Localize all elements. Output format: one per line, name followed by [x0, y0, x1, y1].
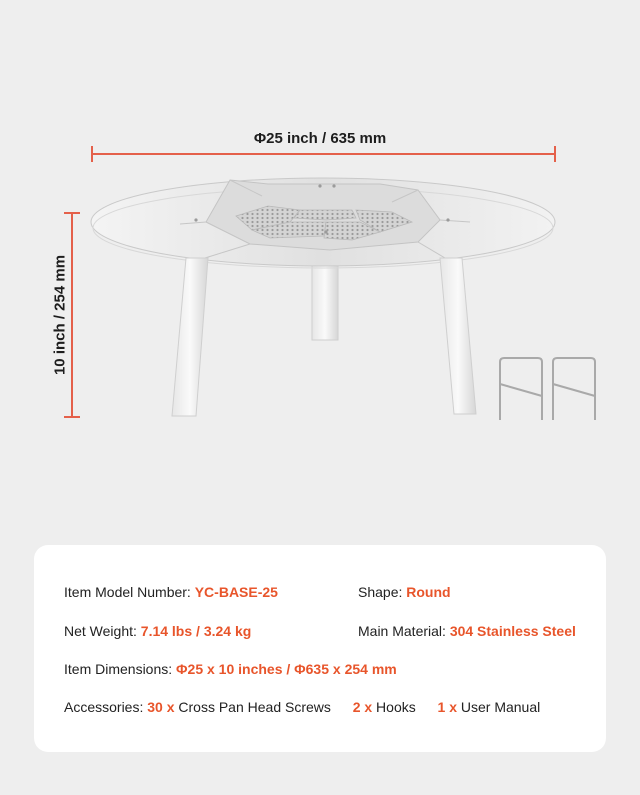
hook-accessory [553, 358, 595, 420]
spec-value: 304 Stainless Steel [449, 623, 576, 639]
spec-shape [358, 584, 451, 600]
spec-model-number [64, 584, 278, 600]
front-left-leg [172, 258, 208, 416]
hook-accessory [500, 358, 542, 420]
spec-label: Item Model Number: [64, 584, 191, 600]
spec-net-weight [64, 623, 251, 639]
spec-item-dimensions [64, 661, 397, 677]
spec-label: Accessories: [64, 699, 144, 715]
accessory-name: Cross Pan Head Screws [178, 699, 331, 715]
front-right-leg [440, 258, 476, 414]
base-top-plate [91, 178, 555, 268]
spec-value: Φ25 x 10 inches / Φ635 x 254 mm [176, 661, 397, 677]
accessory-name: User Manual [460, 699, 541, 715]
back-leg [312, 258, 338, 340]
accessory-qty: 2 x [352, 699, 373, 715]
spec-accessories [64, 699, 540, 715]
spec-value: 7.14 lbs / 3.24 kg [140, 623, 252, 639]
spec-main-material [358, 623, 576, 639]
spec-value: Round [406, 584, 451, 600]
accessory-qty: 1 x [437, 699, 457, 715]
diameter-label: Φ25 inch / 635 mm [253, 130, 387, 147]
accessory-name: Hooks [376, 699, 416, 715]
spec-label: Main Material: [358, 623, 446, 639]
spec-label: Net Weight: [64, 623, 137, 639]
height-label: 10 inch / 254 mm [51, 254, 69, 376]
accessory-qty: 30 x [147, 699, 175, 715]
spec-label: Item Dimensions: [64, 661, 173, 677]
spec-label: Shape: [358, 584, 403, 600]
diameter-dimension-line [92, 146, 555, 162]
spec-value: YC-BASE-25 [194, 584, 278, 600]
specifications-card [34, 545, 606, 752]
